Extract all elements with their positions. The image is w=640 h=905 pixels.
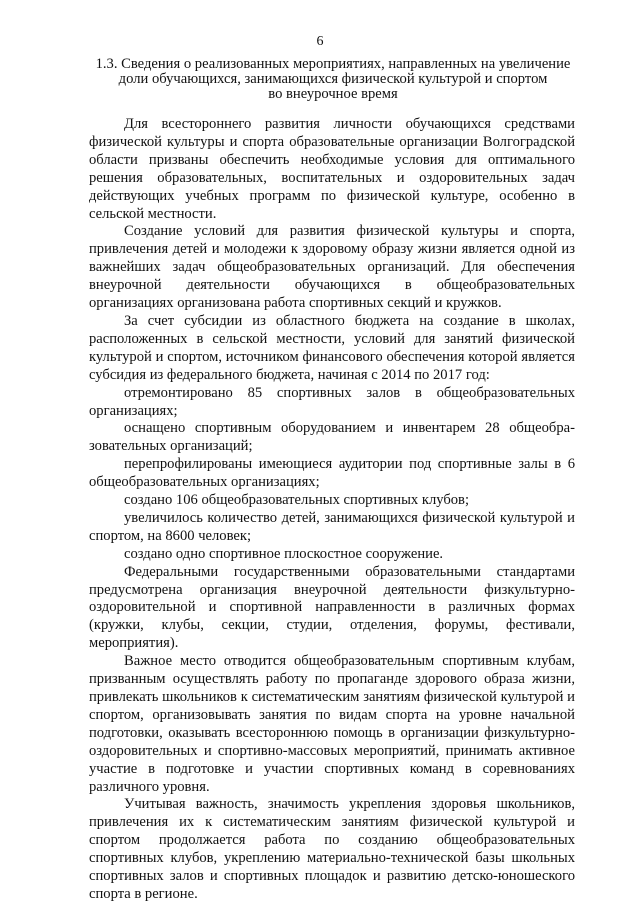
paragraph: Важное место отводится общеобразовательным спортивным клубам, призванным осуществлять работу по пропаганде здорового образа жизни, привлекать школьников к систематическим занятиям физической культурой и спортом, организовывать занятия по видам спорта на уровне начальной подготовки, оказывать всестороннюю помощь в организации физкультурно-оздоровительных и спортивно-массовых мероприятий, принимать активное участие в подготовке и участии спортивных команд в соревнованиях различного уровня. (89, 653, 575, 795)
list-item: отремонтировано 85 спортивных залов в общеобразовательных организациях; (89, 384, 575, 419)
heading-line: доли обучающихся, занимающихся физической культурой и спортом (118, 71, 548, 87)
heading-line: 1.3. Сведения о реализованных мероприятиях, направленных на увеличение (95, 56, 571, 72)
page-number: 6 (316, 34, 324, 49)
paragraph: Создание условий для развития физической культуры и спорта, привлечения детей и молодежи к здоровому образу жизни является одной из важнейших задач общеобразовательных организаций. Для обеспечения внеурочной деятельности обучающихся в общеобразовательных организациях организована работа спортивных секций и кружков. (89, 223, 575, 312)
list-item: оснащено спортивным оборудованием и инвентарем 28 общеобразовательных организаций; (89, 420, 575, 455)
list-item: увеличилось количество детей, занимающихся физической культурой и спортом, на 8600 человек; (89, 509, 575, 544)
document-body (89, 116, 575, 904)
paragraph: Федеральными государственными образовательными стандартами предусмотрена организация внеурочной деятельности физкультурно-оздоровительной и спортивной направленности в различных формах (кружки, клубы, секции, студии, отделения, форумы, фестивали, мероприятия). (89, 563, 575, 652)
paragraph: Для всестороннего развития личности обучающихся средствами физической культуры и спорта образовательные организации Волгоградской области призваны обеспечить необходимые условия для оптимального решения образовательных, воспитательных и оздоровительных задач действующих учебных программ по физической культуре, особенно в сельской местности. (89, 116, 575, 222)
heading-line: во внеурочное время (268, 86, 398, 102)
section-heading (88, 57, 578, 102)
list-item: создано 106 общеобразовательных спортивных клубов; (124, 492, 470, 509)
list-item: создано одно спортивное плоскостное сооружение. (124, 545, 444, 562)
paragraph: За счет субсидии из областного бюджета на создание в школах, расположенных в сельской местности, условий для занятий физической культурой и спортом, источником финансового обеспечения которой является субсидия из федерального бюджета, начиная с 2014 по 2017 год: (89, 312, 575, 383)
list-item: перепрофилированы имеющиеся аудитории под спортивные залы в 6 общеобразовательных организациях; (89, 456, 575, 491)
paragraph: Учитывая важность, значимость укрепления здоровья школьников, привлечения их к систематическим занятиям физической культурой и спортом продолжается работа по созданию общеобразовательных спортивных клубов, укреплению материально-технической базы школьных спортивных залов и спортивных площадок и развитию детско-юношеского спорта в регионе. (89, 796, 575, 902)
